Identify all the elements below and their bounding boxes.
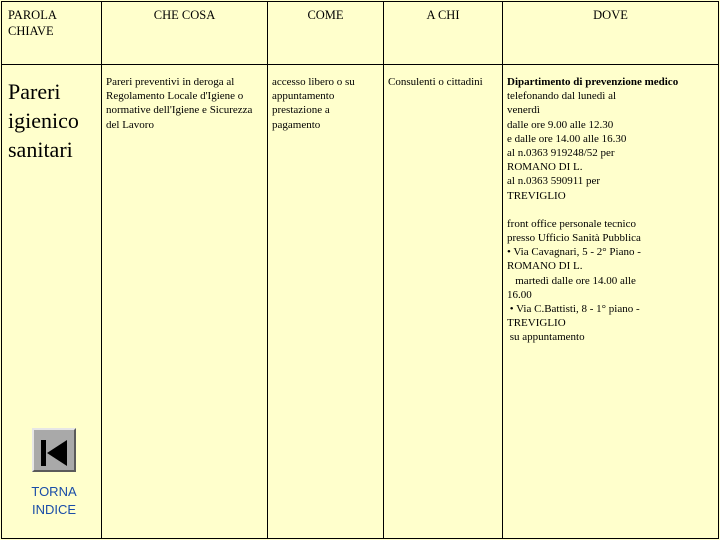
dove-line: al n.0363 919248/52 per	[507, 147, 615, 160]
dove-line: presso Ufficio Sanità Pubblica	[507, 232, 641, 245]
header-parola-chiave	[2, 2, 102, 65]
a-chi-text: Consulenti o cittadini	[388, 76, 483, 88]
dove-content	[503, 65, 718, 345]
header-come	[268, 2, 384, 65]
dove-line: martedì dalle ore 14.00 alle	[507, 274, 636, 287]
dove-line: dalle ore 9.00 alle 12.30	[507, 118, 614, 131]
header-che-cosa-label: CHE COSA	[153, 8, 216, 22]
dove-line: front office personale tecnico	[507, 217, 636, 230]
header-dove	[503, 2, 719, 65]
dove-line: TREVIGLIO	[507, 317, 566, 330]
dove-phone-info	[507, 89, 714, 203]
come-text: accesso libero o su appuntamento prestazione a pagamento	[272, 76, 355, 131]
header-parola-chiave-label: PAROLA CHIAVE	[8, 8, 57, 38]
header-a-chi	[384, 2, 503, 65]
dove-line: telefonando dal lunedì al	[507, 90, 617, 103]
dove-line: ROMANO DI L.	[507, 161, 583, 174]
dove-line: e dalle ore 14.00 alle 16.30	[507, 132, 627, 145]
dove-line: 16.00	[507, 288, 532, 301]
header-che-cosa	[102, 2, 268, 65]
dove-line: venerdì	[507, 104, 540, 117]
dove-line: • Via C.Battisti, 8 - 1° piano -	[507, 303, 640, 316]
back-to-start-icon	[39, 438, 69, 468]
dove-line: • Via Cavagnari, 5 - 2° Piano -	[507, 246, 641, 259]
torna-indice-link[interactable]: TORNA INDICE	[31, 484, 77, 517]
dove-line: ROMANO DI L.	[507, 260, 583, 273]
dove-spacer	[507, 203, 714, 217]
che-cosa-text: Pareri preventivi in deroga al Regolamento Locale d'Igiene o normative dell'Igiene e Sicurezza del Lavoro	[106, 76, 253, 131]
a-chi-cell	[384, 65, 503, 539]
che-cosa-cell	[102, 65, 268, 539]
dove-front-office-info	[507, 217, 714, 345]
come-cell	[268, 65, 384, 539]
dove-line: al n.0363 590911 per	[507, 175, 601, 188]
dove-line: TREVIGLIO	[507, 189, 566, 202]
dove-title: Dipartimento di prevenzione medico	[507, 76, 679, 88]
header-a-chi-label: A CHI	[426, 8, 460, 22]
header-come-label: COME	[307, 8, 344, 22]
dove-line: su appuntamento	[507, 331, 585, 344]
header-dove-label: DOVE	[593, 8, 628, 22]
header-row	[2, 2, 719, 65]
back-to-index-button[interactable]	[32, 428, 76, 472]
info-table	[1, 1, 719, 539]
keyword-text: Pareri igienico sanitari	[8, 79, 79, 162]
table-row	[2, 65, 719, 539]
dove-cell	[503, 65, 719, 539]
nav-back	[24, 428, 84, 519]
